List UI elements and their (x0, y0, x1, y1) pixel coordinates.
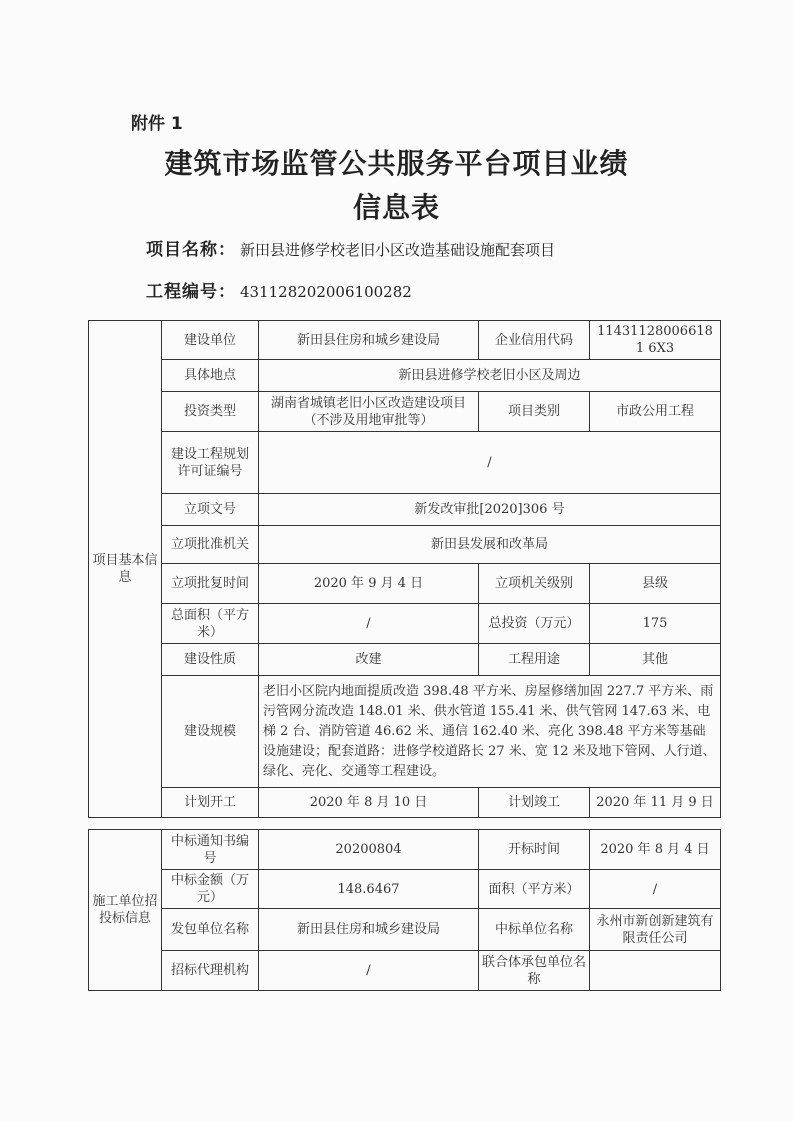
credit-code-label: 企业信用代码 (479, 321, 590, 360)
builder-label: 建设单位 (162, 321, 259, 360)
contractor-label: 发包单位名称 (162, 909, 259, 951)
project-name-line (146, 235, 555, 260)
table-row (89, 909, 721, 951)
total-area-label: 总面积（平方米） (162, 604, 259, 644)
notice-no-label: 中标通知书编号 (162, 830, 259, 870)
table-row (89, 526, 721, 564)
nature-value: 改建 (259, 644, 479, 676)
info-table (88, 320, 721, 818)
table-row (89, 644, 721, 676)
notice-no-value: 20200804 (259, 830, 479, 870)
table-row (89, 360, 721, 392)
approval-org-value: 新田县发展和改革局 (259, 526, 721, 564)
approval-date-label: 立项批复时间 (162, 564, 259, 604)
planning-permit-value: / (259, 432, 721, 494)
total-investment-value: 175 (590, 604, 721, 644)
approval-level-label: 立项机关级别 (479, 564, 590, 604)
approval-doc-label: 立项文号 (162, 494, 259, 526)
credit-code-value: 114311280066181 6X3 (590, 321, 721, 360)
document-subtitle: 信息表 (352, 191, 440, 224)
location-value: 新田县进修学校老旧小区及周边 (259, 360, 721, 392)
document-title: 建筑市场监管公共服务平台项目业绩 (164, 147, 629, 180)
table-row (89, 321, 721, 360)
table-row (89, 564, 721, 604)
plan-start-value: 2020 年 8 月 10 日 (259, 788, 479, 818)
contractor-value: 新田县住房和城乡建设局 (259, 909, 479, 951)
project-name-value: 新田县进修学校老旧小区改造基础设施配套项目 (240, 241, 556, 259)
agency-label: 招标代理机构 (162, 951, 259, 991)
area-label: 面积（平方米） (479, 870, 590, 909)
approval-org-label: 立项批准机关 (162, 526, 259, 564)
project-code-value: 431128202006100282 (240, 283, 412, 301)
table-row (89, 604, 721, 644)
scale-label: 建设规模 (162, 676, 259, 788)
section-basic-info: 项目基本信息 (89, 321, 162, 818)
table-row (89, 494, 721, 526)
nature-label: 建设性质 (162, 644, 259, 676)
investment-type-label: 投资类型 (162, 392, 259, 432)
builder-value: 新田县住房和城乡建设局 (259, 321, 479, 360)
approval-level-value: 县级 (590, 564, 721, 604)
planning-permit-label: 建设工程规划许可证编号 (162, 432, 259, 494)
approval-doc-value: 新发改审批[2020]306 号 (259, 494, 721, 526)
area-value: / (590, 870, 721, 909)
approval-date-value: 2020 年 9 月 4 日 (259, 564, 479, 604)
bid-open-label: 开标时间 (479, 830, 590, 870)
attachment-label: 附件 1 (131, 114, 183, 134)
winner-label: 中标单位名称 (479, 909, 590, 951)
agency-value: / (259, 951, 479, 991)
plan-finish-label: 计划竣工 (479, 788, 590, 818)
project-category-label: 项目类别 (479, 392, 590, 432)
table-row (89, 788, 721, 818)
table-row (89, 432, 721, 494)
total-investment-label: 总投资（万元） (479, 604, 590, 644)
table-row (89, 392, 721, 432)
plan-finish-value: 2020 年 11 月 9 日 (590, 788, 721, 818)
table-row (89, 676, 721, 788)
table-row (89, 870, 721, 909)
project-code-line (146, 277, 412, 302)
scale-value: 老旧小区院内地面提质改造 398.48 平方米、房屋修缮加固 227.7 平方米、雨污管网分流改造 148.01 米、供水管道 155.41 米、供气管网 147.63 米、电梯 2 台、消防管道 46.62 米、通信 162.40 米、亮化 398.48 平方米等基础设施建设；配套道路：进修学校道路长 27 米、宽 12 米及地下管网、人行道、绿化、亮化、交通等工程建设。 (259, 676, 721, 788)
project-name-label: 项目名称： (146, 240, 236, 260)
usage-label: 工程用途 (479, 644, 590, 676)
total-area-value: / (259, 604, 479, 644)
project-category-value: 市政公用工程 (590, 392, 721, 432)
usage-value: 其他 (590, 644, 721, 676)
investment-type-value: 湖南省城镇老旧小区改造建设项目（不涉及用地审批等） (259, 392, 479, 432)
bidding-table (88, 829, 721, 991)
section-bidding-info: 施工单位招投标信息 (89, 830, 162, 991)
table-row (89, 951, 721, 991)
bid-open-value: 2020 年 8 月 4 日 (590, 830, 721, 870)
plan-start-label: 计划开工 (162, 788, 259, 818)
location-label: 具体地点 (162, 360, 259, 392)
consortium-value (590, 951, 721, 991)
winner-value: 永州市新创新建筑有限责任公司 (590, 909, 721, 951)
bid-amount-label: 中标金额（万元） (162, 870, 259, 909)
table-row (89, 830, 721, 870)
consortium-label: 联合体承包单位名称 (479, 951, 590, 991)
project-code-label: 工程编号： (146, 282, 236, 302)
bid-amount-value: 148.6467 (259, 870, 479, 909)
